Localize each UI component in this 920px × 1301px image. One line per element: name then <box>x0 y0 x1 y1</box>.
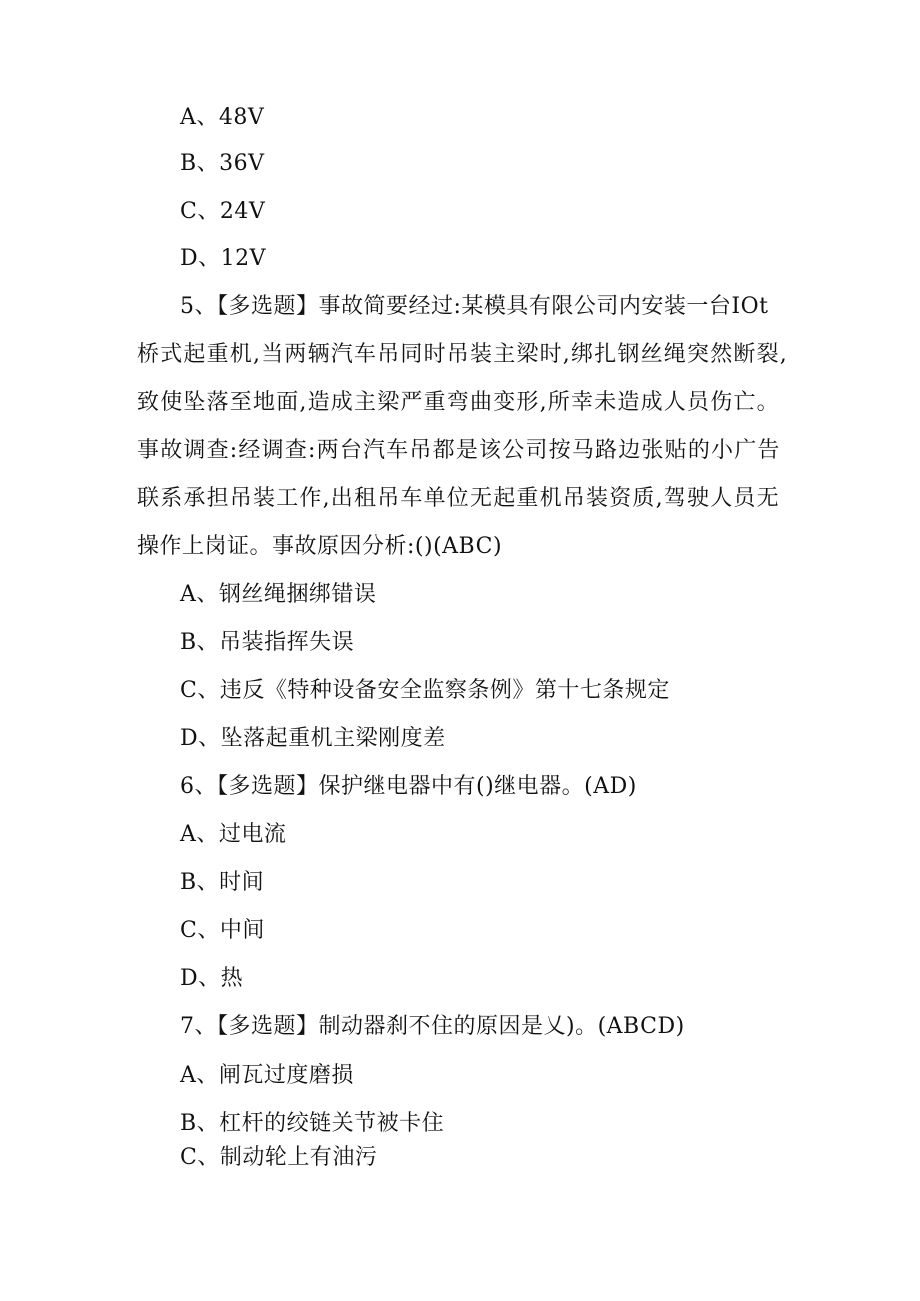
q5-text-line-2: 桥式起重机,当两辆汽车吊同时吊装主梁时,绑扎钢丝绳突然断裂, <box>137 342 788 367</box>
q5-text-line-5: 联系承担吊装工作,出租吊车单位无起重机吊装资质,驾驶人员无 <box>137 486 780 511</box>
q6-option-c: C、中间 <box>180 918 265 943</box>
q5-text-line-4: 事故调查:经调查:两台汽车吊都是该公司按马路边张贴的小广告 <box>137 438 781 463</box>
q4-option-d: D、12V <box>180 246 267 271</box>
q5-text-line-3: 致使坠落至地面,造成主梁严重弯曲变形,所幸未造成人员伤亡。 <box>137 390 780 415</box>
q5-option-b: B、吊装指挥失误 <box>180 630 355 655</box>
q4-option-a: A、48V <box>180 105 265 130</box>
q5-text-line-6: 操作上岗证。事故原因分析:()(ABC) <box>137 534 503 559</box>
q5-text-line-1: 5、【多选题】事故简要经过:某模具有限公司内安装一台IOt <box>180 294 769 319</box>
q6-option-d: D、热 <box>180 966 244 991</box>
q4-option-b: B、36V <box>180 151 265 176</box>
q7-option-c: C、制动轮上有油污 <box>180 1145 378 1170</box>
q7-text: 7、【多选题】制动器刹不住的原因是乂)。(ABCD) <box>180 1014 685 1039</box>
q6-option-b: B、时间 <box>180 870 265 895</box>
q7-option-b: B、杠杆的绞链关节被卡住 <box>180 1111 445 1136</box>
q5-option-c: C、违反《特种设备安全监察条例》第十七条规定 <box>180 678 670 703</box>
q7-option-a: A、闸瓦过度磨损 <box>180 1063 354 1088</box>
q5-option-a: A、钢丝绳捆绑错误 <box>180 582 377 607</box>
q6-option-a: A、过电流 <box>180 822 287 847</box>
q5-option-d: D、坠落起重机主梁刚度差 <box>180 726 446 751</box>
q6-text: 6、【多选题】保护继电器中有()继电器。(AD) <box>180 774 637 799</box>
q4-option-c: C、24V <box>180 199 266 224</box>
